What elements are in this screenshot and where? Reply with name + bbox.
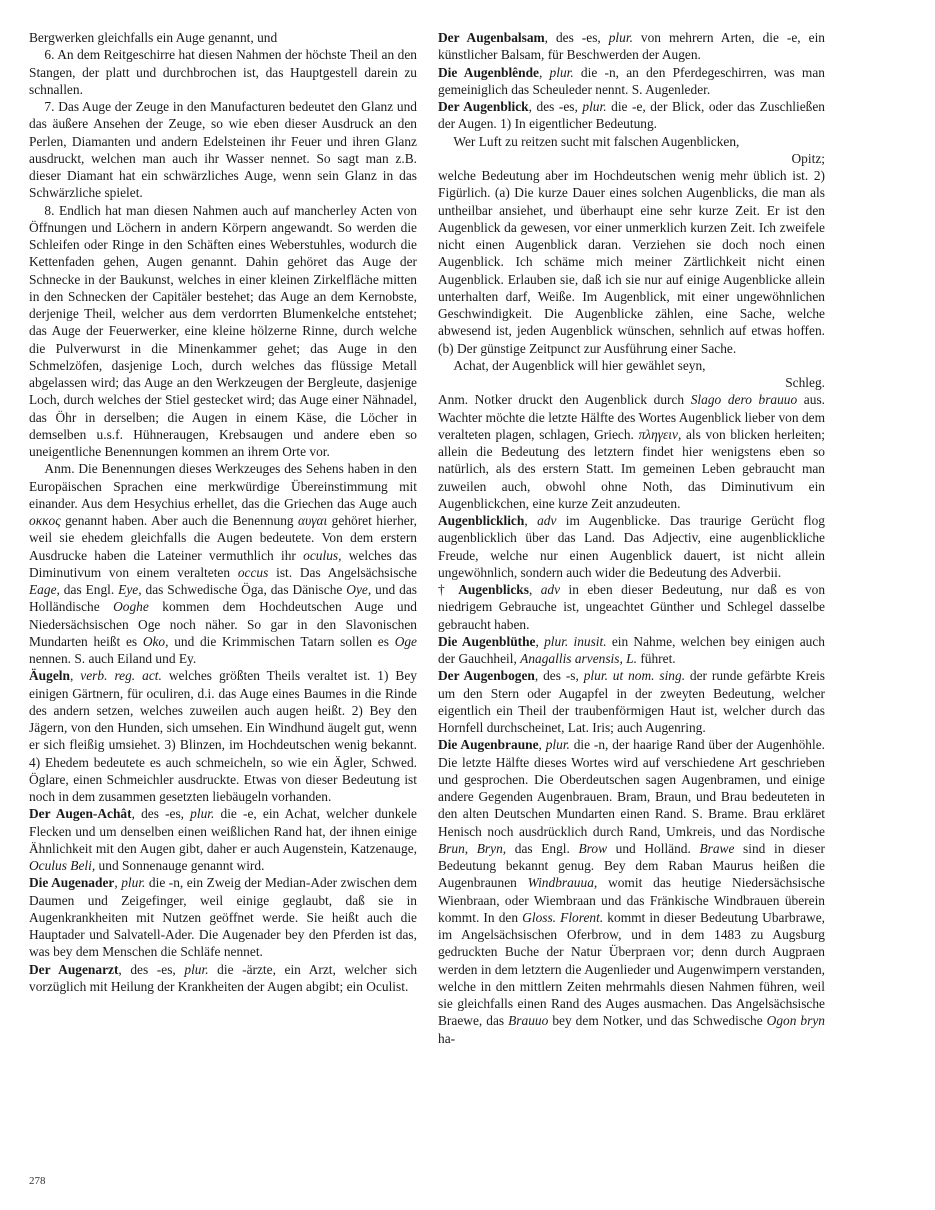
entry-augenarzt: Der Augenarzt, des -es, plur. die -ärzte, ein Arzt, welcher sich vorzüglich mit Heilung der Krankheiten der Augen abgibt; ein Oculist. xyxy=(29,961,418,994)
entry-augenbalsam: Der Augenbalsam, des -es, plur. von mehrern Arten, die -e, ein künstlicher Balsam, für Beschwerden der Augen. xyxy=(438,30,825,63)
paragraph-anmerkung: Anm. Die Benennungen dieses Werkzeuges des Sehens haben in den Europäischen Sprachen eine merkwürdige Übereinstimmung mit einander. Aus dem Hesychius erhellet, das die Griechen das Auge auch οκκος genannt haben. Aber auch die Benennung αυγαι gehöret hierher, weil sie ehedem gleichfalls die Augen bedeutete. Von dem erstern Ausdrucke haben die Lateiner vermuthlich ihr oculus, welches das Diminutivum von einem veralteten occus ist. Das Angelsächsische Eage, das Engl. Eye, das Schwedische Öga, das Dänische Oye, und das Holländische Ooghe kommen dem Hochdeutschen Auge und Niedersächsischen Oge noch näher. So gar in den Slavonischen Mundarten heißt es Oko, und die Krimmischen Tatarn sollen es Oge nennen. S. auch Eiland und Ey. xyxy=(29,461,417,666)
paragraph-sense-6: 6. An dem Reitgeschirre hat diesen Nahmen der höchste Theil an den Stangen, der platt und durchbrochen ist, das Hauptgestell darein zu schnallen. xyxy=(29,47,417,97)
dagger-mark: † xyxy=(438,582,459,597)
headword: Augenblicks xyxy=(458,582,529,597)
headword: Äugeln xyxy=(29,668,70,684)
entry-augenbogen: Der Augenbogen, des -s, plur. ut nom. sing. der runde gefärbte Kreis um den Stern oder Augapfel in der zweyten Bedeutung, welcher eigentlich ein Theil der traubenförmigen Haut ist, welcher durch das Hornfell durchscheinet, Lat. Iris; auch Augenring. xyxy=(438,668,825,735)
headword: Der Augenblick xyxy=(438,99,529,114)
left-column xyxy=(29,29,417,995)
paragraph-sense-8: 8. Endlich hat man diesen Nahmen auch auf mancherley Acten von Öffnungen und Löchern in andern Körpern angewandt. So werden die Schleifen oder Ringe in den Schäften eines Weberstuhles, wodurch die Kettenfaden gehen, Augen genannt. Dahin gehöret das Auge der Schnecke in der Baukunst, welches in einer kleinen Zirkelfläche mitten in den Schnecken der Capitäler bestehet; das Auge an dem Kernobste, derjenige Theil, welcher aus dem verdorrten Blumenkelche entstehet; das Auge der Feuerwerker, eine kleine hölzerne Rinne, durch welche die Pulverwurst in die Minenkammer gehet; das Auge in den Schmelzöfen, dasjenige Loch, durch welches das flüssige Metall abgelassen wird; das Auge an den Werkzeugen der Bergleute, dasjenige Loch, durch welches der Stiel gestecket wird; das Auge einer Nähnadel, das Öhr in derselben; die Augen in einem Käse, die Löcher in demselben u.s.f. Hühneraugen, Krebsaugen und andere eben so uneigentliche Benennungen kommen an ihrem Orte vor. xyxy=(29,202,417,459)
headword: Die Augenader xyxy=(29,875,115,891)
headword: Der Augen-Achât xyxy=(29,806,132,822)
paragraph-augenblick-senses: welche Bedeutung aber im Hochdeutschen wenig mehr üblich ist. 2) Figürlich. (a) Die kurze Dauer eines solchen Augenblicks, die man als untheilbar ansiehet, und überhaupt eine sehr kurze Zeit. Er ist den Augenblick da gewesen, vor einer unmerklich kurzen Zeit. Ich zweifele nicht einen Augenblick daran. Verziehen sie doch noch einen Augenblick. Ich schäme mich meiner Zärtlichkeit nicht einen Augenblick. Erlauben sie, daß ich sie nur auf einige Augenblicke allein unterhalten darf, Weiße. Im Augenblick, mit einer ungewöhnlichen Geschwindigkeit. Die Augenblicke zählen, eine Sache, welche abwesend ist, jeden Augenblick wünschen, sehnlich auf etwas hoffen. (b) Der günstige Zeitpunct zur Ausführung einer Sache. xyxy=(438,168,825,356)
paragraph-sense-7: 7. Das Auge der Zeuge in den Manufacturen bedeutet den Glanz und das äußere Ansehen der Zeuge, so wie eben dieser Ausdruck an den Perlen, Diamanten und andern Edelsteinen ihr Feuer und ihren Glanz ausdruckt, welchen man auch ihr Wasser nennet. So sagt man z.B. dieser Diamant hat ein schwärzliches Auge, wenn sein Glanz in das Schwärzliche spielet. xyxy=(29,99,417,201)
entry-augenader: Die Augenader, plur. die -n, ein Zweig der Median-Ader zwischen dem Daumen und Zeigefinger, weil einige geglaubt, daß sie in Augenkrankheiten mit Nutzen geöffnet werde. Sie heißt auch die Hauptader und Salvatell-Ader. Die Augenader bey den Pferden ist das, was bey dem Menschen die Schläfe nennet. xyxy=(29,875,417,960)
entry-augenblicks: † Augenblicks, adv in eben dieser Bedeutung, nur daß es von niedrigem Gebrauche ist, ungeachtet Günther und Schlegel dasselbe gebraucht haben. xyxy=(438,582,826,632)
paragraph-continuation: Bergwerken gleichfalls ein Auge genannt, und xyxy=(29,30,278,45)
right-column xyxy=(438,29,825,1047)
entry-aeugeln: Äugeln, verb. reg. act. welches größten Theils veraltet ist. 1) Bey einigen Gärtnern, für oculiren, d.i. das Auge eines Baumes in die Rinde des andern setzen, welches zuweilen auch augen heißt. 2) Bey den Jägern, von den Hunden, sich umsehen. Ein Windhund äugelt gut, wenn er sich fleißig umsiehet. 3) Blinzen, im Hochdeutschen wenig bekannt. 4) Ehedem bedeutete es auch schmeicheln, so wie ein Ägler, Schwed. Öglare, einen Schmeichler ausdruckte. Etwas von dieser Bedeutung ist noch in dem zusammen gesetzten liebäugeln vorhanden. xyxy=(29,668,417,804)
verse-quote: Achat, der Augenblick will hier gewählet seyn, xyxy=(453,357,706,373)
page-number: 278 xyxy=(29,1175,46,1187)
entry-augenbluethe: Die Augenblüthe, plur. inusit. ein Nahme, welchen bey einigen auch der Gauchheil, Anagallis arvensis, L. führet. xyxy=(438,633,825,666)
entry-augenblicklich: Augenblicklich, adv im Augenblicke. Das traurige Gerücht flog augenblicklich über das Land. Das Adjectiv, eine augenblickliche Freude, welche nur einen Augenblick dauert, ist nicht allein ungewöhnlich, sondern auch wider die Bedeutung des Adverbii. xyxy=(438,513,825,580)
headword: Die Augenbraune xyxy=(438,737,539,753)
headword: Augenblicklich xyxy=(438,513,525,528)
paragraph-anmerkung: Anm. Notker druckt den Augenblick durch Slago dero brauuo aus. Wachter möchte die letzte Hälfte des Wortes Augenblick lieber von dem veralteten plagen, schlagen, Griech. πληγειν, als von blicken herleiten; allein die Bedeutung des letztern findet hier wenigstens eben so natürlich, als des erstern Statt. Im gemeinen Leben gebraucht man zuweilen auch, obwohl ohne Noth, das Diminutivum ein Augenblickchen, eine kurze Zeit anzudeuten. xyxy=(438,392,826,511)
headword: Der Augenbogen xyxy=(438,668,535,684)
headword: Der Augenbalsam xyxy=(438,30,545,45)
verse-quote: Wer Luft zu reitzen sucht mit falschen Augenblicken, xyxy=(453,133,740,149)
quote-author: Schleg. xyxy=(785,375,825,390)
quote-author: Opitz; xyxy=(791,150,825,166)
headword: Der Augenarzt xyxy=(29,961,119,977)
entry-augen-achat: Der Augen-Achât, des -es, plur. die -e, ein Achat, welcher dunkele Flecken und um denselben einen weißlichen Rand hat, der ihnen einige Ähnlichkeit mit den Augen gibt, daher er auch Augenstein, Katzenauge, Oculus Beli, und Sonnenauge genannt wird. xyxy=(29,806,417,873)
entry-augenbraune: Die Augenbraune, plur. die -n, der haarige Rand über der Augenhöhle. Die letzte Hälfte dieses Wortes wird auf verschiedene Art geschrieben und gesprochen. Die Oberdeutschen sagen Augenbramen, und einige andere Gegenden Augenbrauen. Bram, Braun, und Brau bedeuteten in den alten Deutschen Mundarten einen Rand. S. Brame. Brau erkläret Henisch noch ausdrücklich durch Rand, Umkreis, und das Nordische Brun, Bryn, das Engl. Brow und Holländ. Brawe sind in dieser Bedeutung bekannt genug. Bey dem Raban Maurus heißen die Augenbraunen Windbrauua, womit das heutige Niedersächsische Wienbraan, oder Wiembraan und das Fränkische Windbrauen überein kommt. In den Gloss. Florent. kommt in dieser Bedeutung Ubarbrawe, im Angelsächsischen Oferbrow, und in dem 1483 zu Augsburg gedruckten Buche der Natur Überpraen vor; denn durch Augpraen werden in dem letztern die Augenlieder und Augenwimpern verstanden, welche in den mittlern Zeiten mehrmahls diesen Nahmen führen, weil sie gleichfalls einen Rand des Auges ausmachen. Das Angelsächsische Braewe, das Brauuo bey dem Notker, und das Schwedische Ogon bryn ha- xyxy=(438,737,826,1046)
entry-augenblick: Der Augenblick, des -es, plur. die -e, der Blick, oder das Zuschließen der Augen. 1) In eigentlicher Bedeutung. xyxy=(438,99,826,132)
entry-augenblende: Die Augenblênde, plur. die -n, an den Pferdegeschirren, was man gemeiniglich das Scheuleder nennt. S. Augenleder. xyxy=(438,64,825,97)
headword: Die Augenblüthe xyxy=(438,633,536,649)
headword: Die Augenblênde xyxy=(438,64,539,80)
